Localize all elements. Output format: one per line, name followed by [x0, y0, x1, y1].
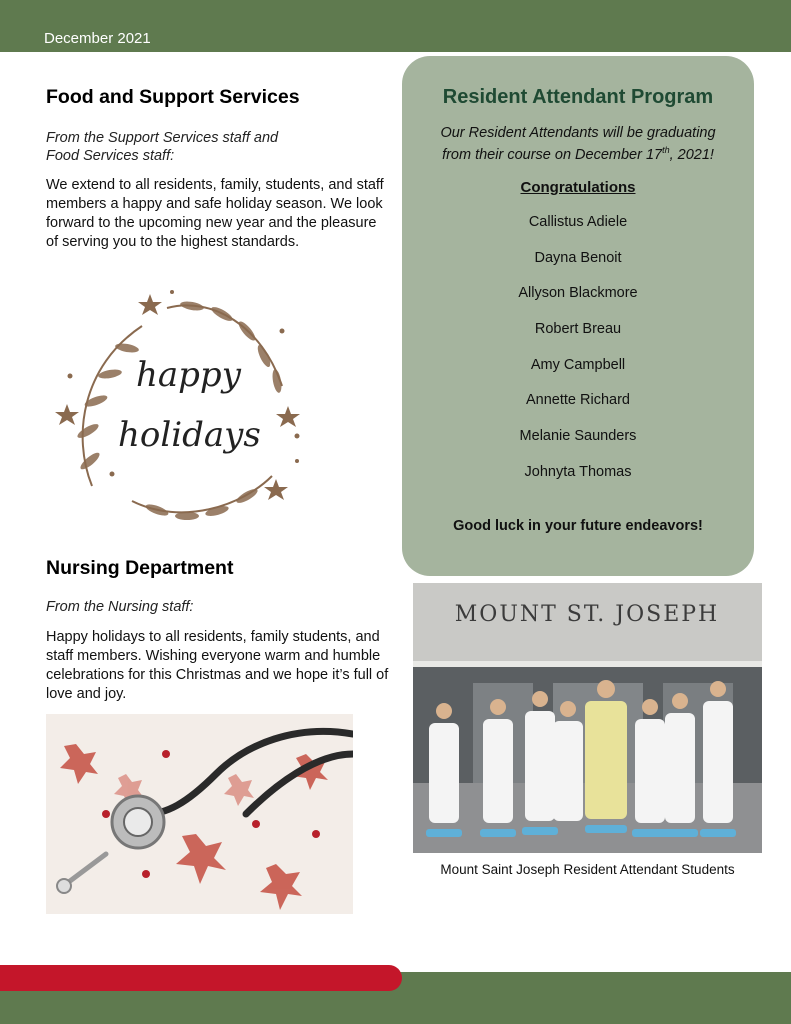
graduate-names-list [402, 214, 754, 500]
building-sign: MOUNT ST. JOSEPH [454, 602, 720, 627]
wreath-word-holidays: holidays [118, 415, 261, 455]
photo-caption: Mount Saint Joseph Resident Attendant Students [440, 862, 735, 877]
closing-message: Good luck in your future endeavors! [453, 518, 703, 534]
stethoscope-snowflakes-image [46, 714, 353, 914]
food-title: Food and Support Services [46, 86, 300, 108]
program-subtitle [422, 125, 734, 164]
food-lead-line2: Food Services staff: [46, 148, 175, 164]
graduate-name: Annette Richard [526, 392, 630, 409]
resident-attendant-program-box [402, 56, 754, 576]
nursing-title: Nursing Department [46, 557, 234, 579]
graduate-name: Johnyta Thomas [524, 463, 632, 480]
program-subtitle-line1: Our Resident Attendants will be graduating [440, 125, 716, 141]
footer-red-accent [0, 965, 402, 991]
graduate-name: Robert Breau [534, 321, 622, 338]
graduate-name: Dayna Benoit [534, 249, 622, 266]
program-title: Resident Attendant Program [442, 86, 714, 108]
graduate-name: Amy Campbell [530, 356, 626, 373]
wreath-word-happy: happy [136, 355, 241, 395]
graduate-name: Callistus Adiele [528, 214, 628, 230]
program-subtitle-line2-suffix: , 2021! [669, 146, 714, 163]
program-subtitle-line2-prefix: from their course on December 17 [442, 146, 663, 163]
graduate-name: Allyson Blackmore [518, 285, 638, 302]
food-lead-line1: From the Support Services staff and [46, 130, 279, 146]
nursing-body: Happy holidays to all residents, family students, and staff members. Wishing everyone warm and humble celebrations for this Christmas and we hope it’s full of love and joy. [46, 629, 389, 702]
happy-holidays-wreath-image [52, 286, 314, 544]
graduate-name: Melanie Saunders [519, 428, 637, 445]
program-subtitle-sup: th [662, 145, 670, 155]
food-lead [46, 129, 391, 165]
food-section [46, 86, 391, 252]
group-photo [413, 583, 762, 853]
nursing-lead: From the Nursing staff: [46, 599, 194, 615]
congratulations-heading: Congratulations [520, 179, 636, 196]
issue-date: December 2021 [44, 30, 151, 47]
food-body: We extend to all residents, family, students, and staff members a happy and safe holiday season. We look forward to the upcoming new year and the pleasure of serving you to the highest standards. [46, 177, 384, 250]
header-band [0, 0, 791, 52]
